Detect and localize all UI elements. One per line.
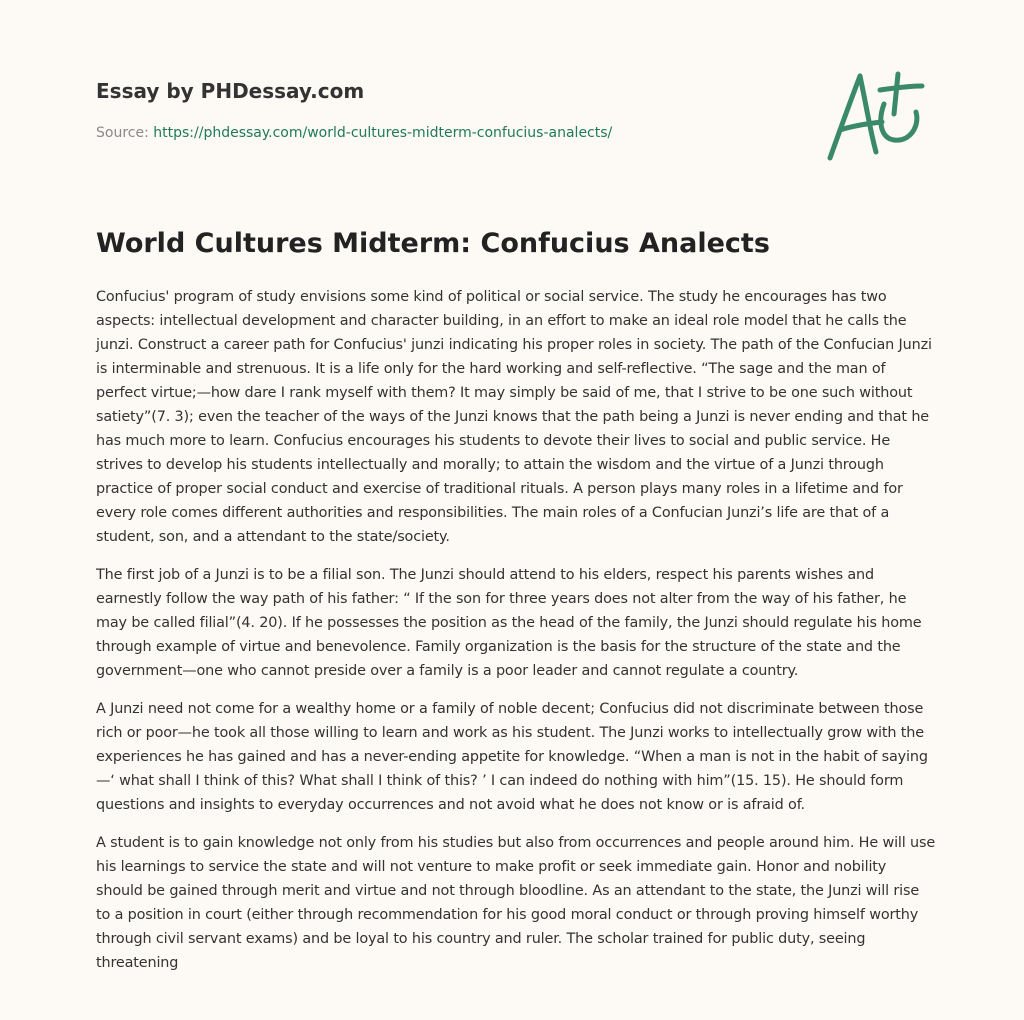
source-label: Source:	[96, 125, 149, 141]
paragraph: The first job of a Junzi is to be a filial son. The Junzi should attend to his elders, respect his parents wishes and earnestly follow the way path of his father: “ If the son for three years does not alter from the way of his father, he may be called filial”(4. 20). If he possesses the position as the head of the family, the Junzi should regulate his home through example of virtue and benevolence. Family organization is the basis for the structure of the state and the government—one who cannot preside over a family is a poor leader and cannot regulate a country.	[96, 567, 922, 679]
essay-title: World Cultures Midterm: Confucius Analects	[96, 228, 770, 259]
source-line	[96, 124, 796, 142]
essay-header	[96, 78, 796, 142]
source-link[interactable]: https://phdessay.com/world-cultures-midterm-confucius-analects/	[153, 125, 613, 141]
paragraph: A student is to gain knowledge not only from his studies but also from occurrences and people around him. He will use his learnings to service the state and will not venture to make profit or seek immediate gain. Honor and nobility should be gained through merit and virtue and not through bloodline. As an attendant to the state, the Junzi will rise to a position in court (either through recommendation for his good moral conduct or through proving himself worthy through civil servant exams) and be loyal to his country and ruler. The scholar trained for public duty, seeing threatening	[96, 835, 936, 971]
site-brand: Essay by PHDessay.com	[96, 79, 365, 103]
paragraph: Confucius' program of study envisions some kind of political or social service. The study he encourages has two aspects: intellectual development and character building, in an effort to make an ideal role model that he calls the junzi. Construct a career path for Confucius' junzi indicating his proper roles in society. The path of the Confucian Junzi is interminable and strenuous. It is a life only for the hard working and self-reflective. “The sage and the man of perfect virtue;—how dare I rank myself with them? It may simply be said of me, that I strive to be one such without satiety”(7. 3); even the teacher of the ways of the Junzi knows that the path being a Junzi is never ending and that he has much more to learn. Confucius encourages his students to devote their lives to social and public service. He strives to develop his students intellectually and morally; to attain the wisdom and the virtue of a Junzi through practice of proper social conduct and exercise of traditional rituals. A person plays many roles in a lifetime and for every role comes different authorities and responsibilities. The main roles of a Confucian Junzi’s life are that of a student, son, and a attendant to the state/society.	[96, 289, 932, 545]
paragraph: A Junzi need not come for a wealthy home or a family of noble decent; Confucius did not discriminate between those rich or poor—he took all those willing to learn and work as his student. The Junzi works to intellectually grow with the experiences he has gained and has a never-ending appetite for knowledge. “When a man is not in the habit of saying—‘ what shall I think of this? What shall I think of this? ’ I can indeed do nothing with him”(15. 15). He should form questions and insights to everyday occurrences and not avoid what he does not know or is afraid of.	[96, 701, 928, 813]
a-plus-logo-icon	[822, 68, 928, 164]
essay-body	[96, 285, 936, 989]
